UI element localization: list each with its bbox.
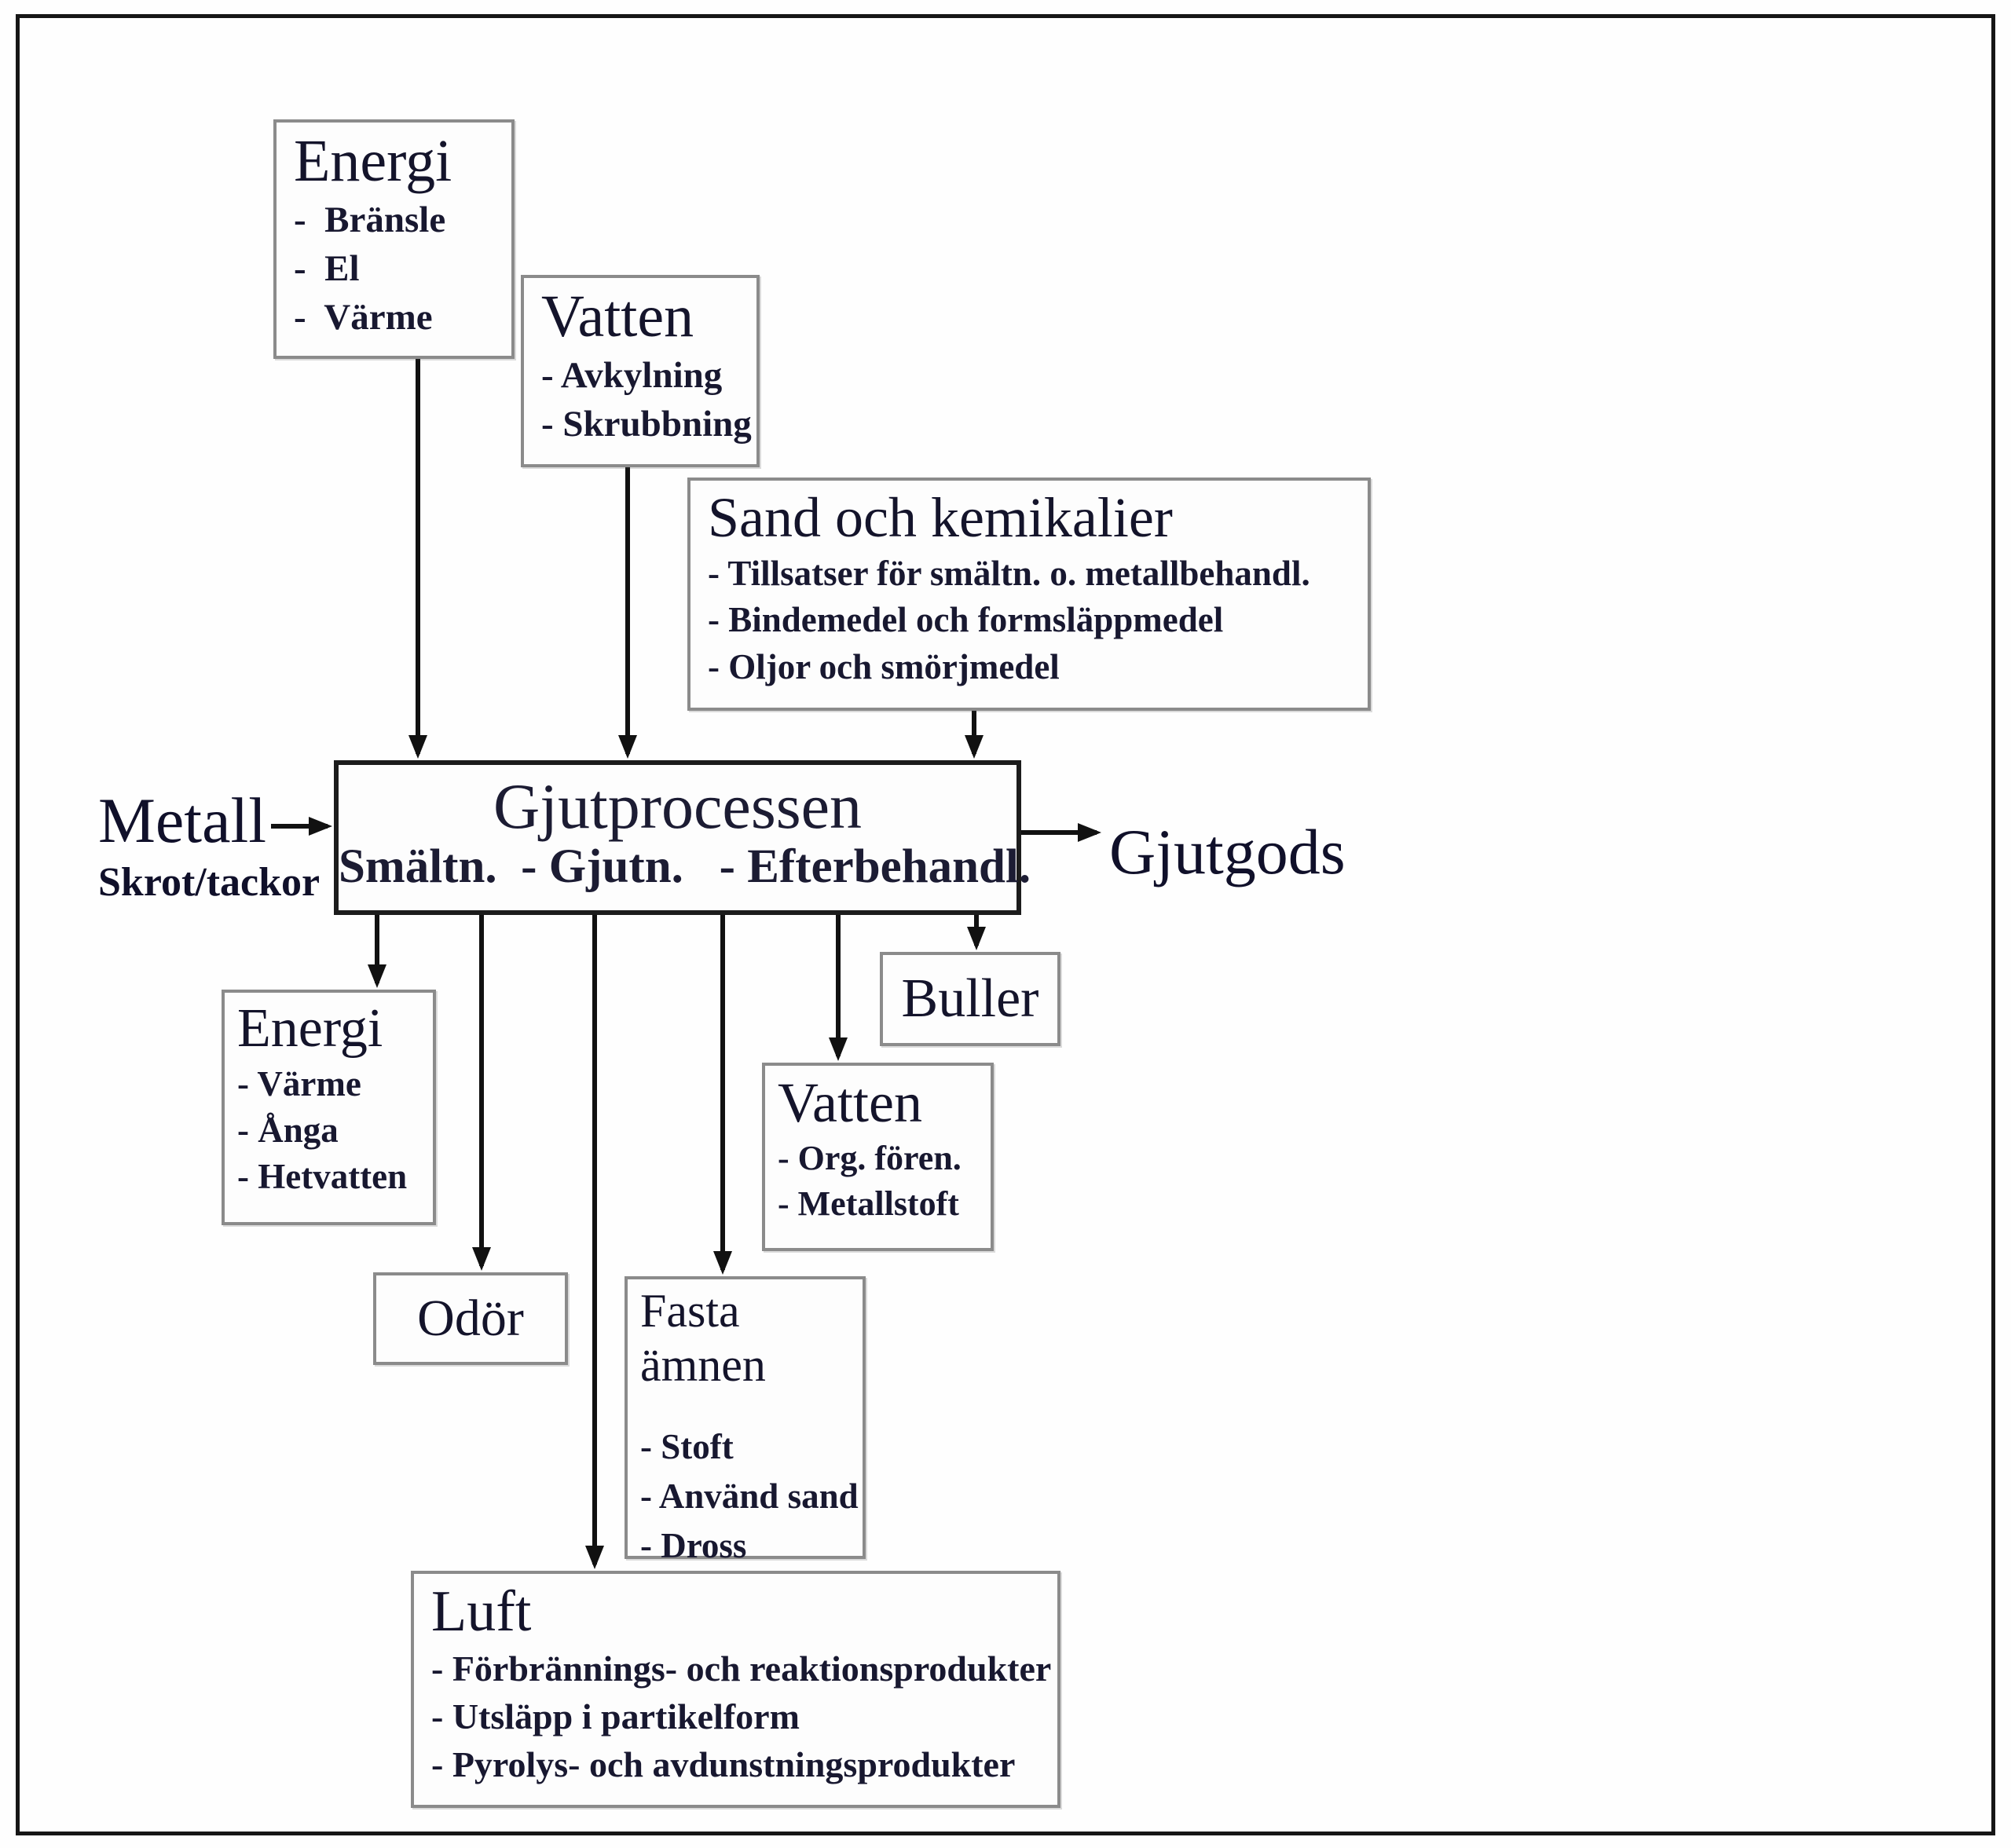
energi-input-item: - El: [294, 248, 360, 290]
energi-output-item: - Hetvatten: [237, 1157, 408, 1197]
buller-box: [880, 952, 1060, 1046]
metall-label: Metall: [98, 785, 267, 856]
fasta-amnen-box: [625, 1276, 866, 1565]
luft-title: Luft: [431, 1579, 532, 1644]
skrot-tackor-label: Skrot/tackor: [98, 860, 321, 905]
sand-item: - Tillsatser för smältn. o. metallbehandl.: [708, 553, 1310, 593]
odor-title: Odör: [417, 1290, 524, 1347]
luft-item: - Förbrännings- och reaktionsprodukter: [431, 1649, 1052, 1689]
energi-input-title: Energi: [294, 128, 452, 194]
energi-input-item: - Bränsle: [294, 199, 446, 241]
sand-kemikalier-title: Sand och kemikalier: [708, 486, 1173, 549]
gjutprocessen-stages: Smältn. - Gjutn. - Efterbehandl.: [339, 840, 1031, 894]
gjutprocessen-title: Gjutprocessen: [493, 770, 863, 842]
energi-input-box: [273, 119, 515, 359]
vatten-output-title: Vatten: [778, 1071, 922, 1134]
vatten-input-item: - Skrubbning: [541, 404, 752, 445]
vatten-output-box: [762, 1063, 994, 1251]
energi-output-item: - Värme: [237, 1063, 361, 1103]
sand-kemikalier-box: [687, 478, 1371, 711]
energi-output-item: - Ånga: [237, 1110, 339, 1150]
sand-item: - Oljor och smörjmedel: [708, 646, 1060, 686]
gjutprocessen-box: [334, 760, 1031, 915]
fasta-item: - Stoft: [640, 1427, 734, 1466]
luft-box: [411, 1571, 1060, 1808]
vatten-output-item: - Org. fören.: [778, 1138, 962, 1177]
fasta-item: - Använd sand: [640, 1477, 859, 1516]
vatten-input-box: [521, 275, 760, 467]
energi-output-box: [222, 990, 436, 1225]
vatten-output-item: - Metallstoft: [778, 1184, 959, 1223]
luft-item: - Pyrolys- och avdunstningsprodukter: [431, 1744, 1016, 1784]
buller-title: Buller: [901, 968, 1039, 1029]
energi-input-item: - Värme: [294, 297, 433, 338]
luft-item: - Utsläpp i partikelform: [431, 1696, 800, 1736]
gjutgods-label: Gjutgods: [1109, 816, 1346, 887]
vatten-input-item: - Avkylning: [541, 355, 723, 397]
vatten-input-title: Vatten: [541, 284, 694, 349]
sand-item: - Bindemedel och formsläppmedel: [708, 600, 1224, 640]
energi-output-title: Energi: [237, 998, 383, 1059]
odor-box: [373, 1272, 568, 1365]
fasta-item: - Dross: [640, 1526, 747, 1565]
fasta-amnen-title: Fasta ämnen: [640, 1285, 766, 1391]
